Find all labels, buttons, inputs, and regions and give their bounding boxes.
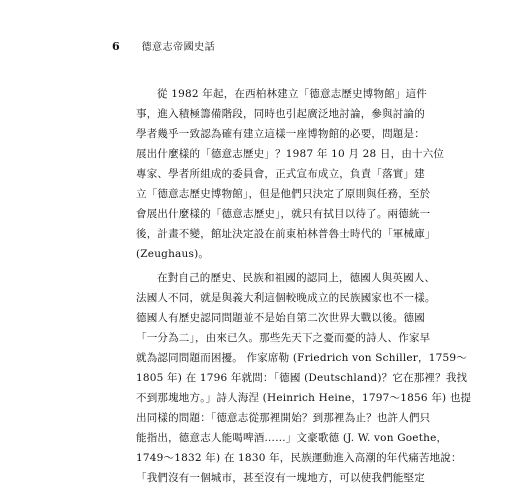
paragraph-1-line: 學者幾乎一致認為確有建立這樣一座博物館的必要，問題是： bbox=[136, 128, 425, 140]
paragraph-2-line: 不到那塊地方。」詩人海涅 (Heinrich Heine，1797～1856 年) 也提 bbox=[136, 392, 472, 404]
paragraph-1-line-last: (Zeughaus)。 bbox=[136, 248, 210, 260]
paragraph-2-line: 德國人有歷史認同問題並不是始自第二次世界大戰以後。德國 bbox=[136, 312, 425, 324]
paragraph-2-line: 1805 年) 在 1796 年就問：「德國 (Deutschland)？它在那裡？我找 bbox=[136, 372, 468, 384]
body-text bbox=[136, 84, 472, 488]
paragraph-1-line: 專家、學者所組成的委員會，正式宣布成立，負責「落實」建 bbox=[136, 168, 425, 180]
paragraph-2-line: 在對自己的歷史、民族和祖國的認同上，德國人與英國人、 bbox=[157, 272, 436, 284]
paragraph-2-line: 「我們沒有一個城市，甚至沒有一塊地方，可以使我們能堅定 bbox=[136, 472, 425, 484]
paragraph-1-line: 從 1982 年起，在西柏林建立「德意志歷史博物館」這件 bbox=[157, 88, 427, 100]
paragraph-1-line: 展出什麼樣的「德意志歷史」？1987 年 10 月 28 日，由十六位 bbox=[136, 148, 445, 160]
paragraph-2-line: 就為認同問題而困擾。 作家席勒 (Friedrich von Schiller，1759～ bbox=[136, 352, 467, 364]
paragraph-1-line: 會展出什麼樣的「德意志歷史」，就只有拭目以待了。兩德統一 bbox=[136, 208, 431, 220]
paragraph-2-line: 法國人不同，就是與義大利這個較晚成立的民族國家也不一樣。 bbox=[136, 292, 436, 304]
page-header bbox=[112, 38, 215, 53]
paragraph-2-line: 出同樣的問題：「德意志從那裡開始？到那裡為止？也許人們只 bbox=[136, 412, 431, 424]
page-number: 6 bbox=[112, 40, 120, 53]
paragraph-2-line: 「一分為二」，由來已久。那些先天下之憂而憂的詩人、作家早 bbox=[136, 332, 431, 344]
paragraph-2-line: 1749～1832 年) 在 1830 年，民族運動進入高潮的年代痛苦地說： bbox=[136, 452, 462, 464]
paragraph-2-line: 能指出，德意志人能喝啤酒……」文豪歌德 (J. W. von Goethe， bbox=[136, 432, 448, 444]
paragraph-1-line: 事，進入積極籌備階段，同時也引起廣泛地討論，參與討論的 bbox=[136, 108, 425, 120]
paragraph-1-line: 後，計畫不變，館址決定設在前東柏林普魯士時代的「軍械庫」 bbox=[136, 228, 436, 240]
paragraph-1-line: 立「德意志歷史博物館」，但是他們只決定了原則與任務，至於 bbox=[136, 188, 431, 200]
running-title: 德意志帝國史話 bbox=[141, 42, 216, 53]
